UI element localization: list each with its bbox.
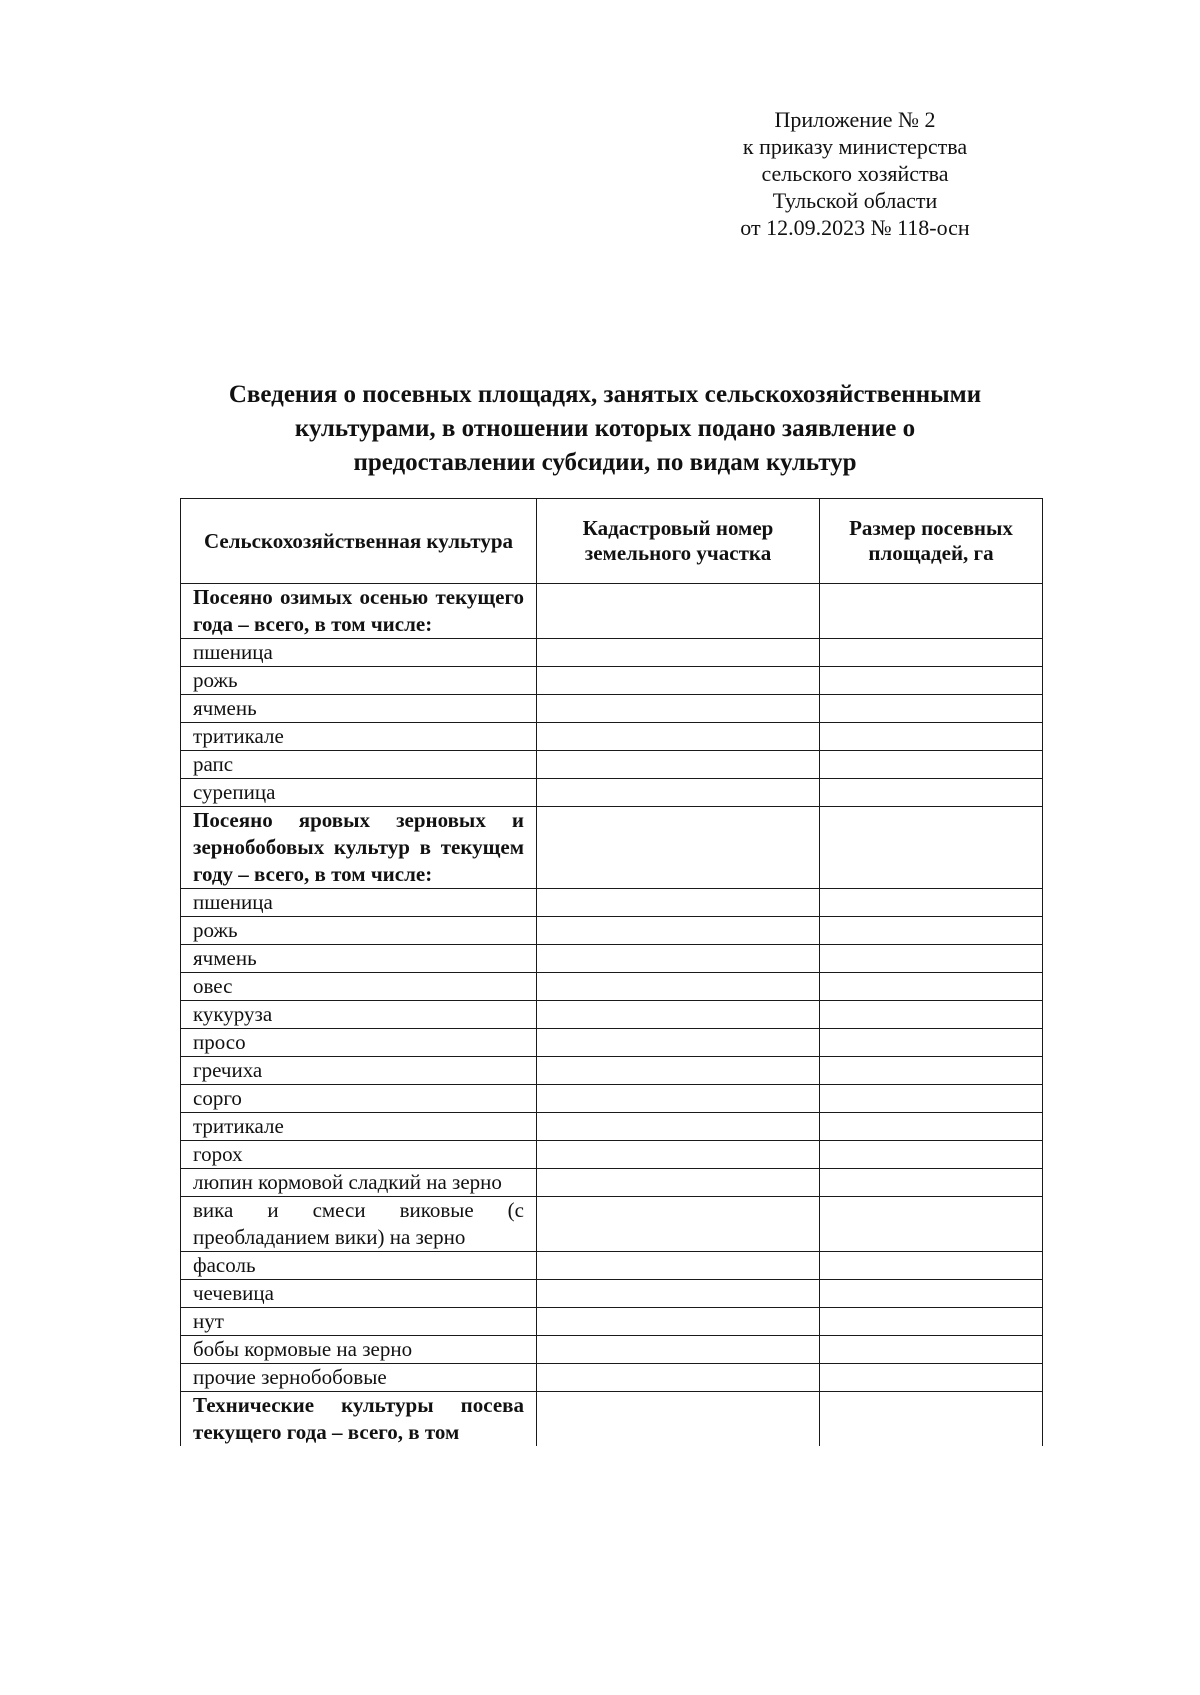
area-cell[interactable] — [820, 1392, 1043, 1447]
crop-name-cell: бобы кормовые на зерно — [181, 1336, 537, 1364]
crop-name-cell: пшеница — [181, 889, 537, 917]
crop-name-cell: Посеяно озимых осенью текущего года – всего, в том числе: — [181, 584, 537, 639]
area-cell[interactable] — [820, 945, 1043, 973]
table-row — [181, 1336, 1043, 1364]
table-row — [181, 1169, 1043, 1197]
approval-line: Тульской области — [772, 188, 938, 213]
cadastral-number-cell[interactable] — [537, 1280, 820, 1308]
crop-name-cell: ячмень — [181, 945, 537, 973]
crop-name-cell: тритикале — [181, 723, 537, 751]
crop-name-cell: чечевица — [181, 1280, 537, 1308]
area-cell[interactable] — [820, 723, 1043, 751]
approval-line: сельского хозяйства — [761, 161, 949, 186]
table-row — [181, 1113, 1043, 1141]
cadastral-number-cell[interactable] — [537, 1364, 820, 1392]
crop-name-cell: кукуруза — [181, 1001, 537, 1029]
crop-name-cell: гречиха — [181, 1057, 537, 1085]
title-line: предоставлении субсидии, по видам культур — [353, 449, 857, 476]
area-cell[interactable] — [820, 1057, 1043, 1085]
table-row — [181, 751, 1043, 779]
table-row — [181, 1364, 1043, 1392]
crop-name-cell: люпин кормовой сладкий на зерно — [181, 1169, 537, 1197]
cadastral-number-cell[interactable] — [537, 1085, 820, 1113]
approval-line: к приказу министерства — [742, 134, 968, 159]
table-row — [181, 1141, 1043, 1169]
cadastral-number-cell[interactable] — [537, 1308, 820, 1336]
table-row — [181, 1197, 1043, 1252]
area-cell[interactable] — [820, 1001, 1043, 1029]
cadastral-number-cell[interactable] — [537, 1029, 820, 1057]
area-cell[interactable] — [820, 1364, 1043, 1392]
table-row — [181, 1280, 1043, 1308]
area-cell[interactable] — [820, 1197, 1043, 1252]
cadastral-number-cell[interactable] — [537, 1197, 820, 1252]
cadastral-number-cell[interactable] — [537, 723, 820, 751]
area-cell[interactable] — [820, 584, 1043, 639]
header-area: Размер посевных площадей, га — [820, 499, 1043, 584]
cadastral-number-cell[interactable] — [537, 779, 820, 807]
table-row — [181, 973, 1043, 1001]
cadastral-number-cell[interactable] — [537, 751, 820, 779]
cadastral-number-cell[interactable] — [537, 1001, 820, 1029]
table-row — [181, 779, 1043, 807]
area-cell[interactable] — [820, 1336, 1043, 1364]
table-row — [181, 667, 1043, 695]
table-row — [181, 639, 1043, 667]
table-row — [181, 1057, 1043, 1085]
area-cell[interactable] — [820, 695, 1043, 723]
crop-name-cell: сорго — [181, 1085, 537, 1113]
cadastral-number-cell[interactable] — [537, 807, 820, 889]
area-cell[interactable] — [820, 889, 1043, 917]
area-cell[interactable] — [820, 1252, 1043, 1280]
table-row-group — [181, 1392, 1043, 1447]
table-header-row — [181, 499, 1043, 584]
approval-block — [720, 106, 990, 241]
crop-name-cell: горох — [181, 1141, 537, 1169]
area-cell[interactable] — [820, 779, 1043, 807]
header-cadastral-number: Кадастровый номер земельного участка — [537, 499, 820, 584]
crop-name-cell: овес — [181, 973, 537, 1001]
crop-name-cell: просо — [181, 1029, 537, 1057]
cadastral-number-cell[interactable] — [537, 1057, 820, 1085]
title-line: культурами, в отношении которых подано заявление о — [294, 415, 916, 442]
area-cell[interactable] — [820, 639, 1043, 667]
area-cell[interactable] — [820, 1113, 1043, 1141]
approval-line: от 12.09.2023 № 118-осн — [740, 215, 970, 240]
area-cell[interactable] — [820, 751, 1043, 779]
table-row-group — [181, 807, 1043, 889]
cadastral-number-cell[interactable] — [537, 1392, 820, 1447]
cadastral-number-cell[interactable] — [537, 889, 820, 917]
crop-name-cell: пшеница — [181, 639, 537, 667]
crop-name-cell: сурепица — [181, 779, 537, 807]
table-row — [181, 1085, 1043, 1113]
document-title — [150, 378, 1060, 480]
area-cell[interactable] — [820, 1308, 1043, 1336]
cadastral-number-cell[interactable] — [537, 917, 820, 945]
crop-name-cell: ячмень — [181, 695, 537, 723]
crop-name-cell: рожь — [181, 667, 537, 695]
crop-name-cell: Посеяно яровых зерновых и зернобобовых культур в текущем году – всего, в том числе: — [181, 807, 537, 889]
crop-name-cell: Технические культуры посева текущего года – всего, в том — [181, 1392, 537, 1447]
area-cell[interactable] — [820, 1029, 1043, 1057]
table-row — [181, 1001, 1043, 1029]
cadastral-number-cell[interactable] — [537, 973, 820, 1001]
title-line: Сведения о посевных площадях, занятых сельскохозяйственными — [228, 381, 982, 408]
crop-name-cell: рапс — [181, 751, 537, 779]
cadastral-number-cell[interactable] — [537, 945, 820, 973]
area-cell[interactable] — [820, 973, 1043, 1001]
crop-table — [180, 498, 1043, 1446]
cadastral-number-cell[interactable] — [537, 695, 820, 723]
cadastral-number-cell[interactable] — [537, 584, 820, 639]
crop-name-cell: рожь — [181, 917, 537, 945]
table-body — [181, 584, 1043, 1447]
table-row — [181, 695, 1043, 723]
area-cell[interactable] — [820, 1085, 1043, 1113]
table-row-group — [181, 584, 1043, 639]
cadastral-number-cell[interactable] — [537, 1113, 820, 1141]
cadastral-number-cell[interactable] — [537, 1252, 820, 1280]
crop-name-cell: прочие зернобобовые — [181, 1364, 537, 1392]
table-row — [181, 889, 1043, 917]
area-cell[interactable] — [820, 1169, 1043, 1197]
area-cell[interactable] — [820, 917, 1043, 945]
cadastral-number-cell[interactable] — [537, 1169, 820, 1197]
cadastral-number-cell[interactable] — [537, 639, 820, 667]
table-row — [181, 723, 1043, 751]
area-cell[interactable] — [820, 667, 1043, 695]
crop-name-cell: нут — [181, 1308, 537, 1336]
table-row — [181, 1029, 1043, 1057]
area-cell[interactable] — [820, 807, 1043, 889]
table-row — [181, 917, 1043, 945]
area-cell[interactable] — [820, 1141, 1043, 1169]
cadastral-number-cell[interactable] — [537, 1336, 820, 1364]
table-row — [181, 1252, 1043, 1280]
table-row — [181, 1308, 1043, 1336]
area-cell[interactable] — [820, 1280, 1043, 1308]
header-crop: Сельскохозяйственная культура — [181, 499, 537, 584]
table-row — [181, 945, 1043, 973]
crop-name-cell: тритикале — [181, 1113, 537, 1141]
cadastral-number-cell[interactable] — [537, 1141, 820, 1169]
crop-name-cell: фасоль — [181, 1252, 537, 1280]
crop-name-cell: вика и смеси виковые (с преобладанием вики) на зерно — [181, 1197, 537, 1252]
approval-line: Приложение № 2 — [774, 107, 936, 132]
cadastral-number-cell[interactable] — [537, 667, 820, 695]
